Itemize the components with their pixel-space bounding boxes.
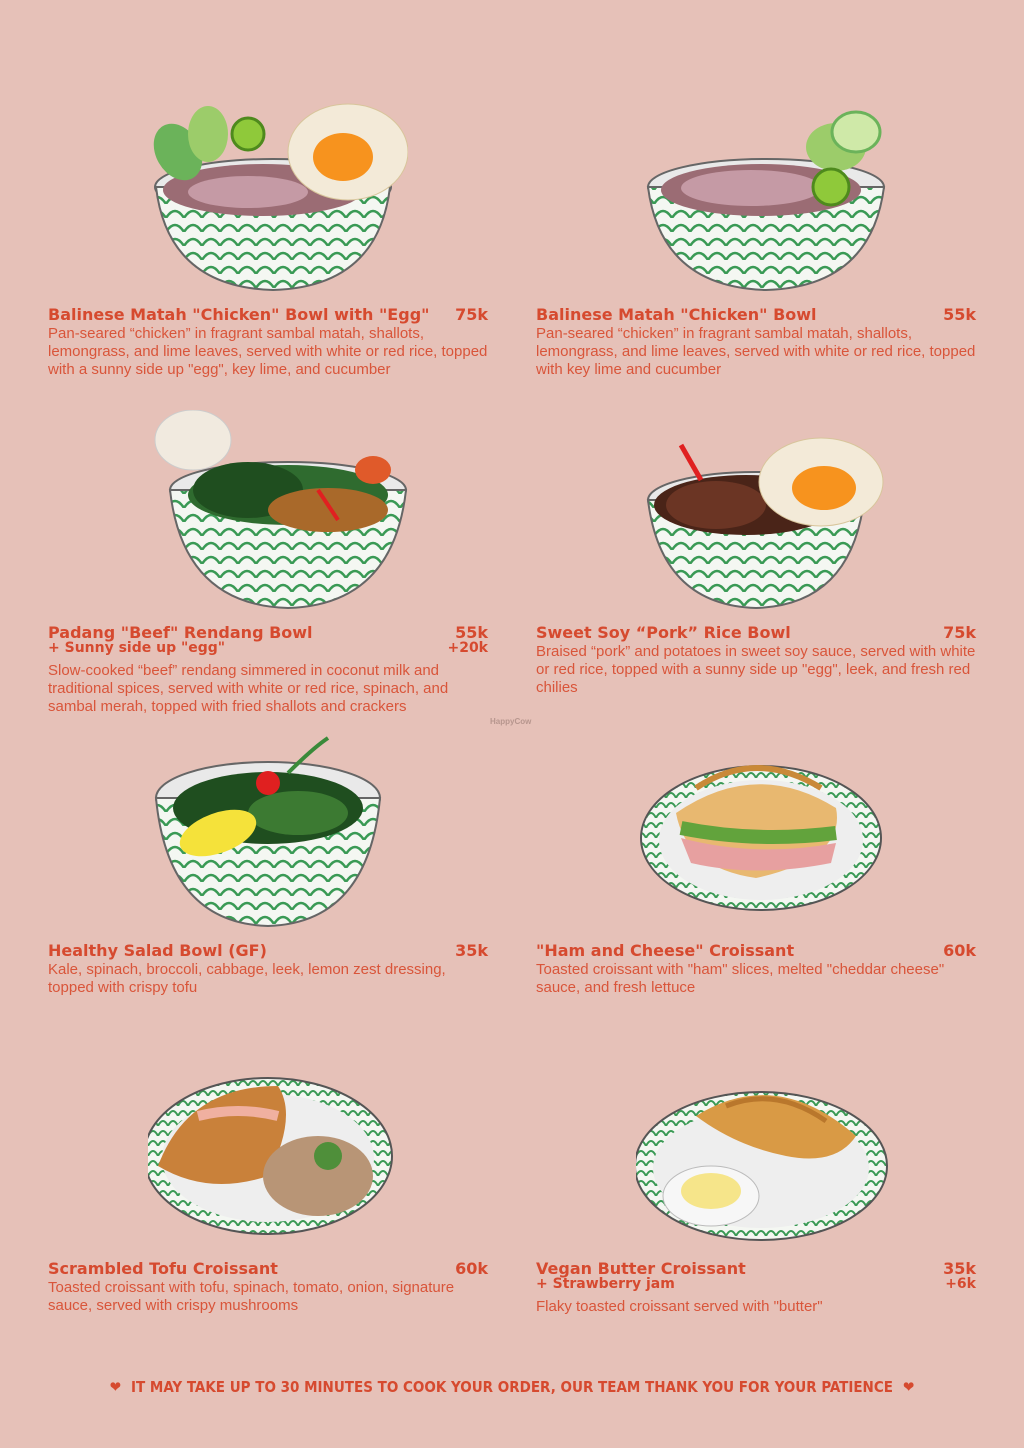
footer-text: IT MAY TAKE UP TO 30 MINUTES TO COOK YOUR ORDER, OUR TEAM THANK YOU FOR YOUR PATIENCE	[131, 1378, 893, 1396]
dish-photo-rendang	[148, 410, 408, 610]
menu-item-sweet-soy-pork	[536, 410, 976, 697]
dish-photo-butter-croissant	[636, 1046, 896, 1246]
menu-item-matah-chicken	[536, 92, 976, 379]
item-title: Sweet Soy “Pork” Rice Bowl	[536, 623, 791, 642]
item-title: Vegan Butter Croissant	[536, 1259, 746, 1278]
item-title: Balinese Matah "Chicken" Bowl	[536, 305, 817, 324]
item-description: Slow-cooked “beef” rendang simmered in coconut milk and traditional spices, served with white or red rice, spinach, and sambal merah, topped with fried shallots and crackers	[48, 662, 449, 715]
dish-photo-pork	[636, 410, 896, 610]
footer-notice	[0, 1378, 1024, 1396]
item-price: 35k	[943, 1259, 976, 1278]
item-description: Toasted croissant with "ham" slices, melted "cheddar cheese" sauce, and fresh lettuce	[536, 961, 945, 996]
item-addon: + Sunny side up "egg"	[48, 640, 226, 656]
dish-photo-tofu-croissant	[148, 1046, 408, 1246]
item-description: Pan-seared “chicken” in fragrant sambal matah, shallots, lemongrass, and lime leaves, served with white or red rice, topped with key lime and cucumber	[536, 325, 976, 378]
heart-icon: ❤	[902, 1378, 915, 1396]
item-description: Toasted croissant with tofu, spinach, tomato, onion, signature sauce, served with crispy mushrooms	[48, 1279, 455, 1314]
dish-photo-matah-egg	[148, 92, 408, 292]
menu-item-rendang	[48, 410, 488, 716]
item-price: 60k	[455, 1259, 488, 1278]
item-price: 55k	[943, 305, 976, 324]
menu-item-matah-chicken-egg	[48, 92, 488, 379]
item-title: Healthy Salad Bowl (GF)	[48, 941, 267, 960]
menu-item-salad	[48, 728, 488, 997]
menu-item-tofu-croissant	[48, 1046, 488, 1315]
item-title: Padang "Beef" Rendang Bowl	[48, 623, 313, 642]
item-price: 75k	[455, 305, 488, 324]
menu-item-ham-cheese-croissant	[536, 728, 976, 997]
item-title: Scrambled Tofu Croissant	[48, 1259, 278, 1278]
item-addon-price: +6k	[945, 1276, 976, 1292]
menu-item-butter-croissant	[536, 1046, 976, 1316]
dish-photo-ham-croissant	[636, 728, 896, 928]
item-price: 75k	[943, 623, 976, 642]
dish-photo-matah	[636, 92, 896, 292]
item-title: "Ham and Cheese" Croissant	[536, 941, 795, 960]
item-description: Flaky toasted croissant served with "butter"	[536, 1298, 823, 1315]
item-price: 35k	[455, 941, 488, 960]
item-price: 60k	[943, 941, 976, 960]
item-description: Kale, spinach, broccoli, cabbage, leek, lemon zest dressing, topped with crispy tofu	[48, 961, 446, 996]
item-description: Pan-seared “chicken” in fragrant sambal matah, shallots, lemongrass, and lime leaves, served with white or red rice, topped with a sunny side up "egg", key lime, and cucumber	[48, 325, 488, 378]
item-title: Balinese Matah "Chicken" Bowl with "Egg"	[48, 305, 430, 324]
item-addon-price: +20k	[447, 640, 488, 656]
heart-icon: ❤	[109, 1378, 122, 1396]
item-addon: + Strawberry jam	[536, 1276, 675, 1292]
dish-photo-salad	[148, 728, 408, 928]
watermark: HappyCow	[490, 717, 532, 726]
item-price: 55k	[455, 623, 488, 642]
item-description: Braised “pork” and potatoes in sweet soy sauce, served with white or red rice, topped with a sunny side up "egg", leek, and fresh red chilies	[536, 643, 976, 696]
